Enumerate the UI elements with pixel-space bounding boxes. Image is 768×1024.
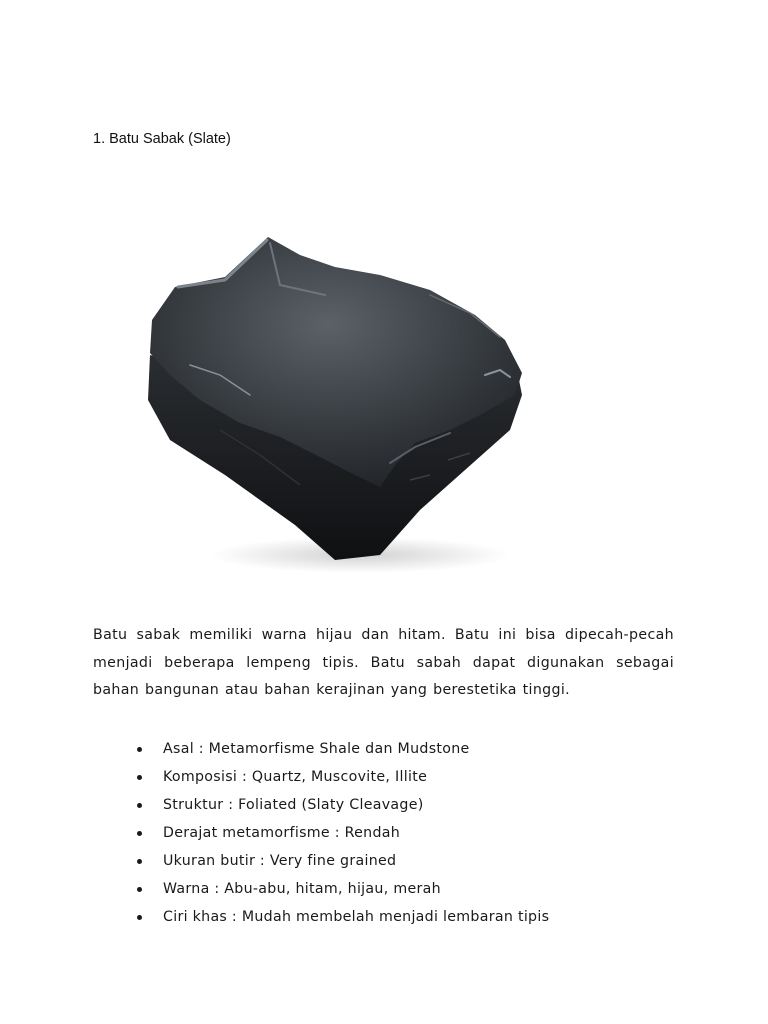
bullet-icon — [137, 803, 142, 808]
property-text: Derajat metamorfisme : Rendah — [163, 825, 401, 841]
slate-rock-image — [130, 225, 540, 580]
list-item — [137, 735, 549, 763]
list-item — [137, 847, 549, 875]
list-item — [137, 819, 549, 847]
property-text: Warna : Abu-abu, hitam, hijau, merah — [163, 881, 441, 897]
property-text: Struktur : Foliated (Slaty Cleavage) — [163, 797, 424, 813]
list-item — [137, 875, 549, 903]
property-text: Komposisi : Quartz, Muscovite, Illite — [163, 769, 428, 785]
bullet-icon — [137, 915, 142, 920]
bullet-icon — [137, 747, 142, 752]
property-text: Ukuran butir : Very fine grained — [163, 853, 397, 869]
list-item — [137, 763, 549, 791]
bullet-icon — [137, 887, 142, 892]
list-item — [137, 791, 549, 819]
bullet-icon — [137, 775, 142, 780]
section-heading: 1. Batu Sabak (Slate) — [93, 131, 231, 147]
bullet-icon — [137, 859, 142, 864]
description-paragraph: Batu sabak memiliki warna hijau dan hitam. Batu ini bisa dipecah-pecah menjadi beberapa lempeng tipis. Batu sabah dapat digunakan sebagai bahan bangunan atau bahan kerajinan yang berestetika tinggi. — [93, 627, 674, 698]
list-item — [137, 903, 549, 931]
bullet-icon — [137, 831, 142, 836]
properties-list — [137, 735, 549, 931]
property-text: Ciri khas : Mudah membelah menjadi lembaran tipis — [163, 909, 550, 925]
property-text: Asal : Metamorfisme Shale dan Mudstone — [163, 741, 470, 757]
